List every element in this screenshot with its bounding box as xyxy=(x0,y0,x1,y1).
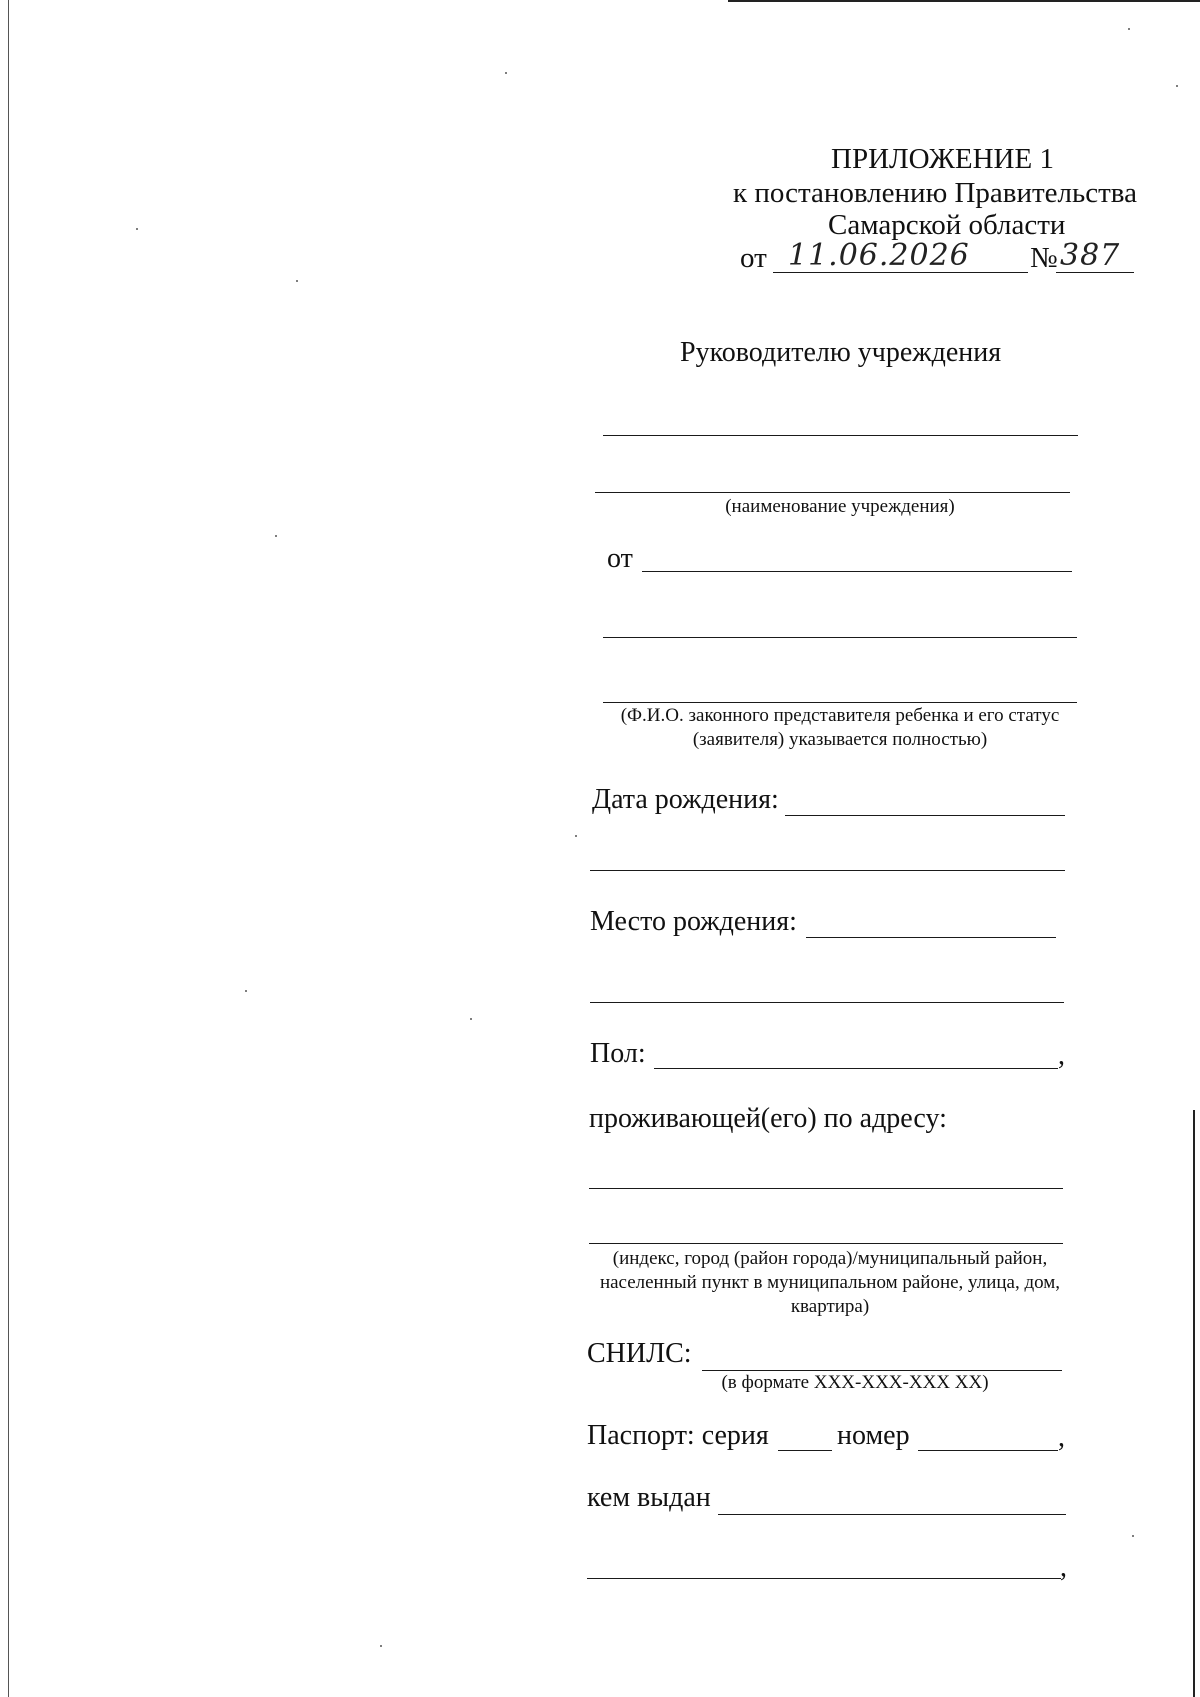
appendix-title: ПРИЛОЖЕНИЕ 1 xyxy=(831,143,1054,175)
address-line-2 xyxy=(589,1243,1063,1244)
resolution-number-label: № xyxy=(1030,242,1058,274)
scan-speck xyxy=(470,1018,472,1020)
scan-speck xyxy=(505,72,507,74)
scan-speck xyxy=(245,990,247,992)
resolution-line: к постановлению Правительства xyxy=(733,177,1137,209)
scan-right-edge xyxy=(1193,1110,1195,1697)
address-hint-line1: (индекс, город (район города)/муниципальный район, xyxy=(612,1248,1048,1269)
scan-speck xyxy=(1176,85,1178,87)
scan-speck xyxy=(380,1645,382,1647)
address-hint-line3: квартира) xyxy=(790,1296,870,1317)
scan-left-edge xyxy=(8,0,9,1697)
scan-speck xyxy=(296,280,298,282)
scan-speck xyxy=(275,535,277,537)
address-line-1 xyxy=(589,1188,1063,1189)
residing-label: проживающей(его) по адресу: xyxy=(589,1103,947,1134)
institution-hint: (наименование учреждения) xyxy=(725,496,955,517)
address-hint-line2: населенный пункт в муниципальном районе, улица, дом, xyxy=(599,1272,1061,1293)
applicant-name-line-1 xyxy=(642,571,1072,572)
scan-speck xyxy=(1128,28,1130,30)
birth-date-line-2 xyxy=(590,870,1065,871)
scan-speck xyxy=(575,835,577,837)
birth-date-line xyxy=(785,815,1065,816)
passport-series-line xyxy=(778,1450,832,1451)
birth-place-line xyxy=(806,937,1056,938)
resolution-date-line xyxy=(773,272,1028,273)
sex-label: Пол: xyxy=(590,1038,646,1069)
issued-by-label: кем выдан xyxy=(587,1482,711,1513)
scan-speck xyxy=(136,228,138,230)
applicant-from-label: от xyxy=(607,543,633,574)
resolution-number-line xyxy=(1056,272,1134,273)
region-line: Самарской области xyxy=(828,209,1066,241)
scan-speck xyxy=(1132,1535,1134,1537)
addressee-title: Руководителю учреждения xyxy=(680,337,1002,368)
snils-label: СНИЛС: xyxy=(587,1338,692,1369)
issued-by-comma: , xyxy=(1060,1552,1067,1583)
passport-number-label: номер xyxy=(837,1420,910,1451)
issued-by-line-2 xyxy=(587,1578,1061,1579)
passport-number-comma: , xyxy=(1058,1422,1065,1453)
scan-top-edge xyxy=(728,0,1200,2)
institution-line-1 xyxy=(603,435,1078,436)
issued-by-line xyxy=(718,1514,1066,1515)
birth-place-line-2 xyxy=(590,1002,1064,1003)
passport-series-label: Паспорт: серия xyxy=(587,1420,769,1451)
applicant-name-line-2 xyxy=(603,637,1077,638)
birth-date-label: Дата рождения: xyxy=(592,784,779,815)
resolution-date-handwritten: 11.06.2026 xyxy=(788,238,970,273)
applicant-fio-hint-line1: (Ф.И.О. законного представителя ребенка и его статус xyxy=(620,705,1060,726)
passport-number-line xyxy=(918,1450,1058,1451)
birth-place-label: Место рождения: xyxy=(590,906,797,937)
resolution-from-label: от xyxy=(740,242,767,274)
applicant-name-line-3 xyxy=(603,702,1077,703)
applicant-fio-hint-line2: (заявителя) указывается полностью) xyxy=(692,729,988,750)
snils-hint: (в формате XXX-XXX-XXX XX) xyxy=(721,1372,989,1393)
resolution-number-handwritten: 387 xyxy=(1060,238,1121,273)
snils-line xyxy=(702,1370,1062,1371)
sex-comma: , xyxy=(1058,1040,1065,1071)
sex-line xyxy=(654,1068,1058,1069)
institution-line-2 xyxy=(595,492,1070,493)
